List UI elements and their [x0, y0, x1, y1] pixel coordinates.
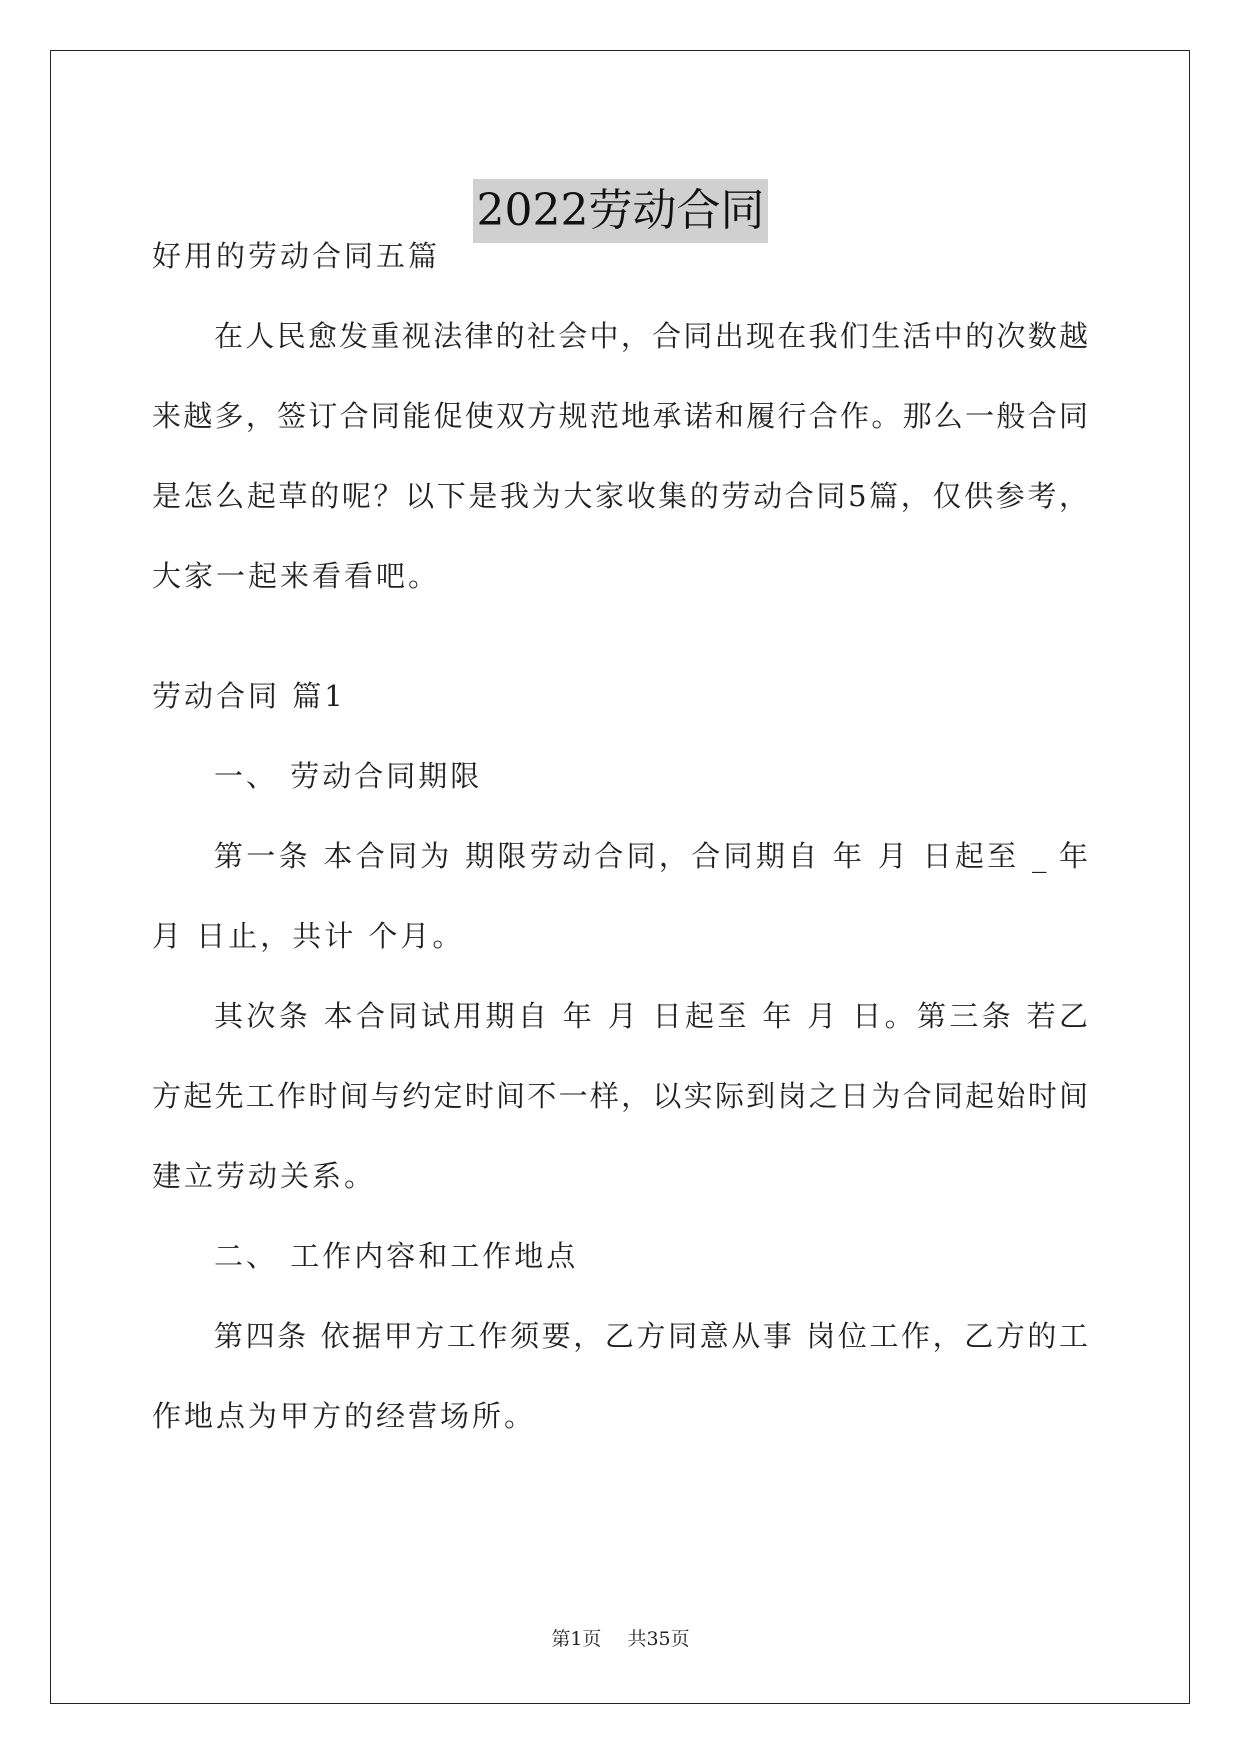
paragraph-line: 来越多，签订合同能促使双方规范地承诺和履行合作。那么一般合同: [152, 399, 1088, 433]
paragraph-line: 在人民愈发重视法律的社会中，合同出现在我们生活中的次数越: [214, 319, 1088, 353]
subtitle-line: 好用的劳动合同五篇: [152, 239, 441, 273]
paragraph-line: 月 日止，共计 个月。: [152, 919, 465, 953]
page-number: 第1页: [551, 1628, 602, 1650]
paragraph-line: 第一条 本合同为 期限劳动合同，合同期自 年 月 日起至 _ 年: [214, 839, 1088, 873]
paragraph-line: 是怎么起草的呢？以下是我为大家收集的劳动合同5篇，仅供参考，: [152, 479, 1088, 513]
page-total: 共35页: [627, 1628, 690, 1650]
clause-heading: 一、 劳动合同期限: [214, 759, 483, 793]
paragraph-line: 其次条 本合同试用期自 年 月 日起至 年 月 日。第三条 若乙: [214, 999, 1088, 1033]
paragraph-line: 大家一起来看看吧。: [152, 559, 441, 593]
paragraph-line: 作地点为甲方的经营场所。: [152, 1399, 537, 1433]
paragraph-line: 建立劳动关系。: [152, 1159, 377, 1193]
paragraph-line: 方起先工作时间与约定时间不一样，以实际到岗之日为合同起始时间: [152, 1079, 1088, 1113]
section-heading: 劳动合同 篇1: [152, 679, 346, 713]
page-border: [50, 50, 1190, 1704]
document-title: 2022劳动合同: [473, 179, 769, 243]
page-footer: [0, 1625, 1241, 1653]
clause-heading: 二、 工作内容和工作地点: [214, 1239, 579, 1273]
paragraph-line: 第四条 依据甲方工作须要，乙方同意从事 岗位工作，乙方的工: [214, 1319, 1088, 1353]
